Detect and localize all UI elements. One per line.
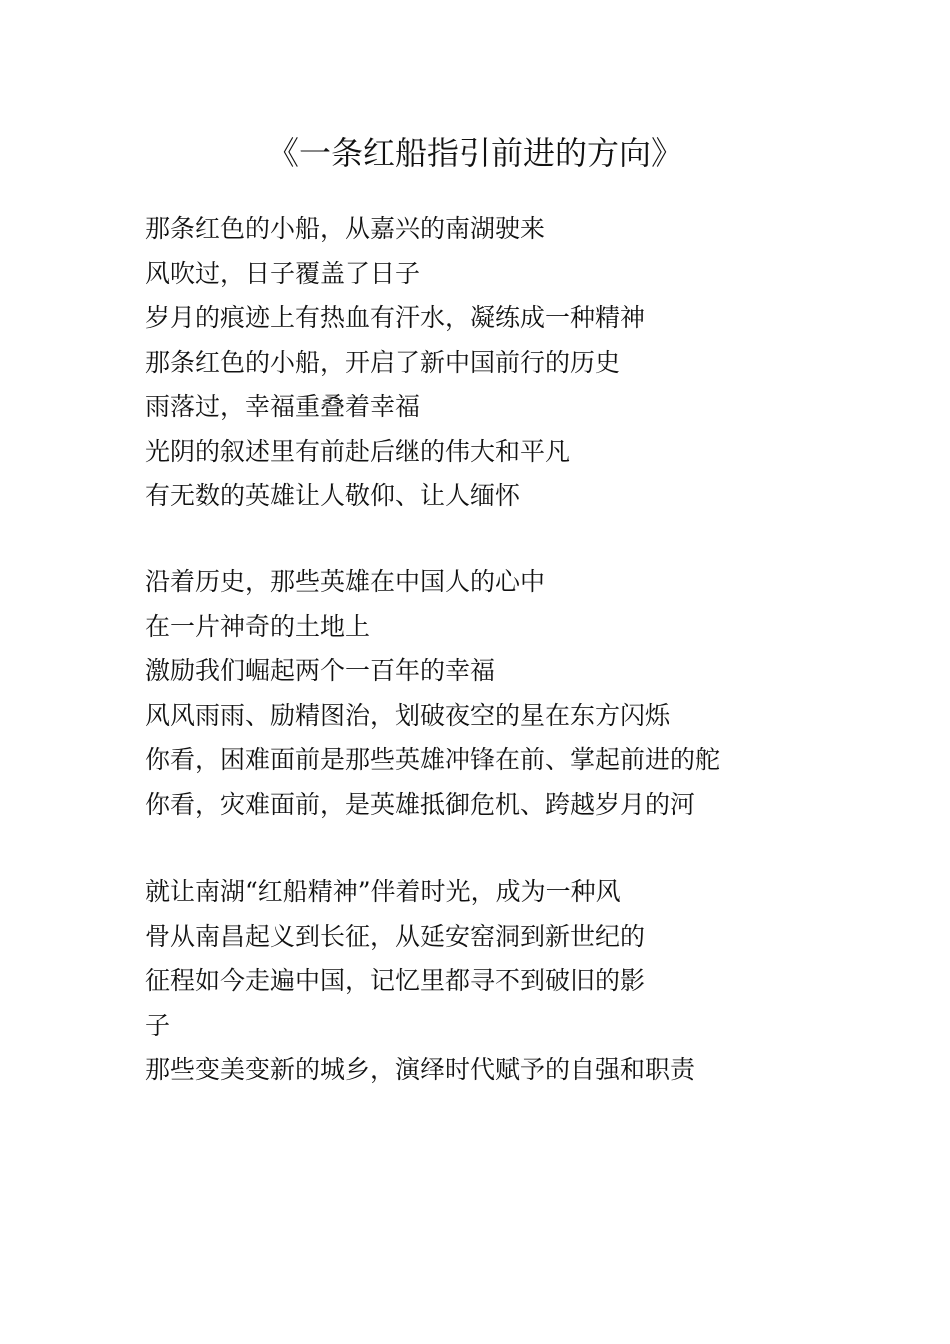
poem-line: 风风雨雨、励精图治，划破夜空的星在东方闪烁 — [145, 700, 671, 730]
poem-line: 光阴的叙述里有前赴后继的伟大和平凡 — [145, 436, 571, 466]
poem-line: 岁月的痕迹上有热血有汗水，凝练成一种精神 — [145, 303, 646, 332]
poem-line: 风吹过，日子覆盖了日子 — [145, 258, 421, 288]
stanza-3 — [145, 870, 865, 1093]
poem-line: 那条红色的小船，开启了新中国前行的历史 — [145, 347, 621, 377]
poem-title: 《一条红船指引前进的方向》 — [266, 134, 683, 172]
poem-line: 那条红色的小船，从嘉兴的南湖驶来 — [145, 214, 546, 243]
poem-line: 你看，困难面前是那些英雄冲锋在前、掌起前进的舵 — [145, 745, 721, 774]
stanza-1 — [145, 207, 865, 519]
poem-line: 骨从南昌起义到长征，从延安窑洞到新世纪的 — [145, 921, 646, 951]
poem-line: 沿着历史，那些英雄在中国人的心中 — [145, 567, 546, 596]
poem-line: 那些变美变新的城乡，演绎时代赋予的自强和职责 — [145, 1055, 696, 1084]
poem-line: 激励我们崛起两个一百年的幸福 — [145, 656, 496, 685]
poem-line: 征程如今走遍中国，记忆里都寻不到破旧的影 — [145, 966, 646, 995]
poem-line: 你看，灾难面前，是英雄抵御危机、跨越岁月的河 — [145, 789, 696, 819]
poem-line: 子 — [145, 1010, 171, 1040]
poem-line: 雨落过，幸福重叠着幸福 — [145, 392, 421, 421]
poem-line: 在一片神奇的土地上 — [145, 611, 371, 641]
poem-line: 有无数的英雄让人敬仰、让人缅怀 — [145, 481, 521, 510]
stanza-2 — [145, 560, 865, 827]
poem-line: 就让南湖“红船精神”伴着时光，成为一种风 — [145, 877, 621, 906]
